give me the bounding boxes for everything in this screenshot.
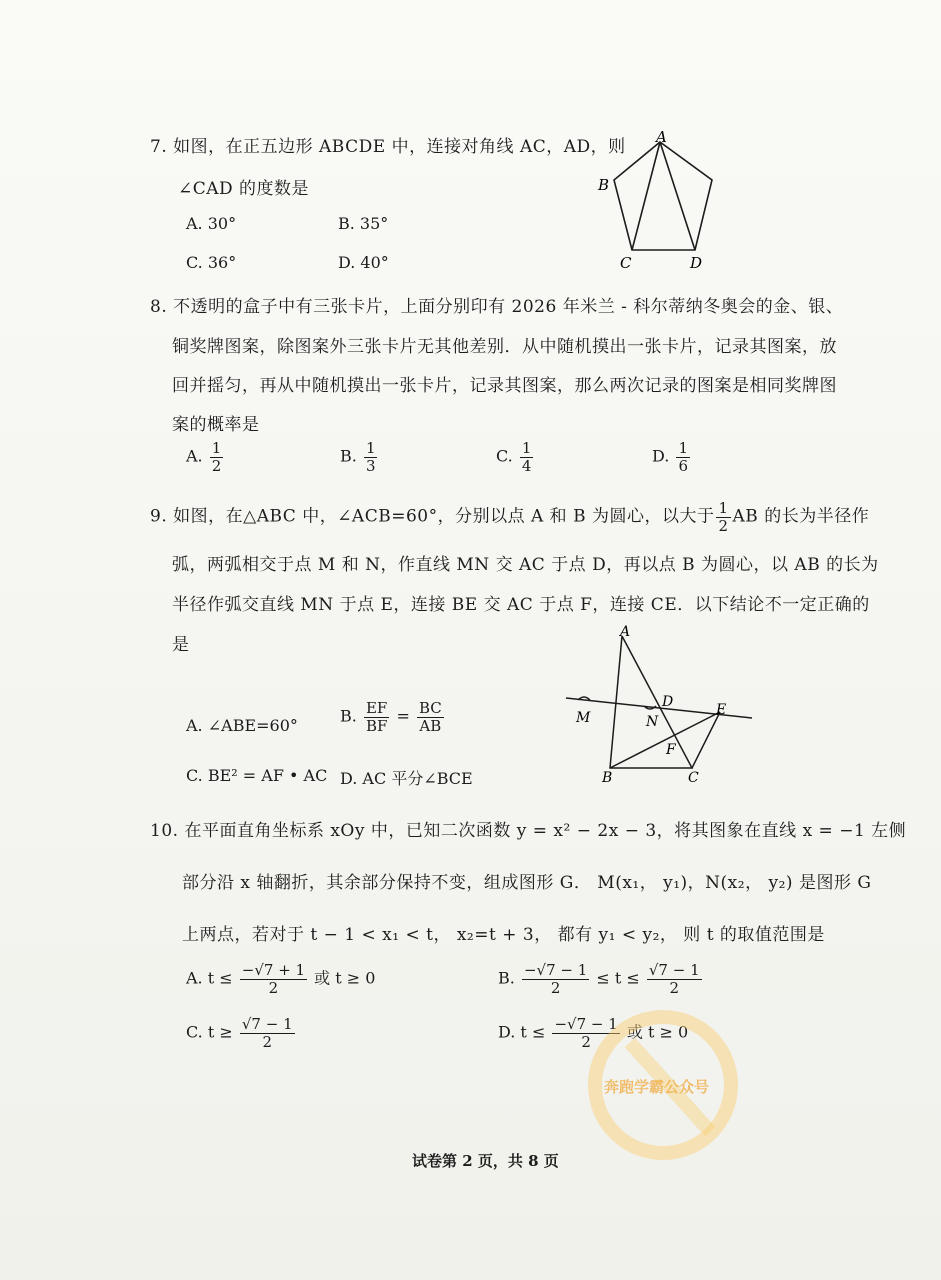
q7-option-a: A. 30°: [186, 214, 237, 233]
q10-option-c: C. t ≥ $\frac{√7 - 1}{2}$: [186, 1015, 293, 1051]
q7-option-d: D. 40°: [338, 253, 389, 272]
q8-option-b-fraction: $\frac{1}{3}$: [365, 439, 376, 475]
q10-option-b-fraction-1: $\frac{-√7 - 1}{2}$: [523, 961, 588, 997]
q9-label-b: B: [602, 770, 613, 786]
q10-line1: 10. 在平面直角坐标系 xOy 中，已知二次函数 y = x² − 2x − 3，将其图象在直线 x = −1 左侧: [150, 821, 907, 841]
q9-option-d: D. AC 平分∠BCE: [340, 769, 473, 788]
q8-option-a: A. $\frac{1}{2}$: [186, 439, 222, 475]
watermark-text: 奔跑学霸公众号: [604, 1078, 710, 1096]
q7-label-c: C: [620, 254, 632, 272]
q10-option-b-fraction-2: $\frac{√7 - 1}{2}$: [648, 961, 700, 997]
q9-option-b: B. $\frac{EF}{BF}$ = $\frac{BC}{AB}$: [340, 699, 442, 735]
q8-option-d: D. $\frac{1}{6}$: [652, 439, 688, 475]
q10-line2: 部分沿 x 轴翻折，其余部分保持不变，组成图形 G． M(x₁， y₁)，N(x₂， y₂) 是图形 G: [182, 873, 872, 893]
q9-line2: 弧，两弧相交于点 M 和 N，作直线 MN 交 AC 于点 D，再以点 B 为圆心，以 AB 的长为: [172, 555, 879, 575]
q10-option-b: B. $\frac{-√7 - 1}{2}$ ≤ t ≤ $\frac{√7 - 1}{2}$: [498, 961, 700, 997]
q9-option-b-fraction-2: $\frac{BC}{AB}$: [418, 699, 442, 735]
q10-option-a-fraction: $\frac{-√7 + 1}{2}$: [241, 961, 306, 997]
q8-line4: 案的概率是: [172, 415, 260, 435]
q9-label-e: E: [716, 702, 727, 718]
q8-option-c-fraction: $\frac{1}{4}$: [521, 439, 532, 475]
q8-option-d-fraction: $\frac{1}{6}$: [678, 439, 688, 475]
q9-line3: 半径作弧交直线 MN 于点 E，连接 BE 交 AC 于点 F，连接 CE．以下结论不一定正确的: [172, 595, 870, 615]
q9-option-c: C. BE² = AF • AC: [186, 766, 328, 785]
q9-line1: 9. 如图，在△ABC 中，∠ACB=60°，分别以点 A 和 B 为圆心，以大于 $\frac{1}{2}$ AB 的长为半径作: [150, 499, 870, 535]
q8-option-c: C. $\frac{1}{4}$: [496, 439, 532, 475]
q9-label-d: D: [662, 694, 674, 710]
q7-pentagon-figure: [590, 128, 740, 273]
q8-line3: 回并摇匀，再从中随机摸出一张卡片，记录其图案，那么两次记录的图案是相同奖牌图: [172, 376, 837, 396]
q9-triangle-figure: [560, 622, 760, 787]
q9-label-a: A: [620, 624, 631, 640]
page-footer: 试卷第 2 页，共 8 页: [412, 1152, 559, 1170]
q8-option-a-fraction: $\frac{1}{2}$: [211, 439, 222, 475]
q9-label-m: M: [576, 710, 591, 726]
q9-option-b-fraction-1: $\frac{EF}{BF}$: [365, 699, 388, 735]
q8-option-b: B. $\frac{1}{3}$: [340, 439, 376, 475]
q9-half-fraction: $\frac{1}{2}$: [718, 499, 729, 535]
q7-label-b: B: [598, 176, 610, 194]
q8-line1: 8. 不透明的盒子中有三张卡片，上面分别印有 2026 年米兰 - 科尔蒂纳冬奥会的金、银、: [150, 297, 844, 317]
q9-label-f: F: [666, 742, 676, 758]
q7-stem-line1: 7. 如图，在正五边形 ABCDE 中，连接对角线 AC，AD，则: [150, 137, 626, 157]
q9-option-a: A. ∠ABE=60°: [186, 716, 298, 735]
q7-stem-line2: ∠CAD 的度数是: [178, 179, 310, 199]
q7-label-a: A: [656, 128, 667, 146]
q10-option-c-fraction: $\frac{√7 - 1}{2}$: [241, 1015, 293, 1051]
q10-option-a: A. t ≤ $\frac{-√7 + 1}{2}$ 或 t ≥ 0: [186, 961, 376, 997]
q7-label-d: D: [690, 254, 703, 272]
q9-label-n: N: [646, 714, 659, 730]
q10-line3: 上两点，若对于 t − 1 < x₁ < t， x₂=t + 3， 都有 y₁ < y₂， 则 t 的取值范围是: [182, 925, 825, 945]
q9-line4: 是: [172, 635, 190, 655]
q7-option-b: B. 35°: [338, 214, 389, 233]
q10-option-d-fraction: $\frac{-√7 - 1}{2}$: [554, 1015, 618, 1051]
q8-line2: 铜奖牌图案，除图案外三张卡片无其他差别．从中随机摸出一张卡片，记录其图案，放: [172, 337, 837, 357]
q9-label-c: C: [688, 770, 699, 786]
q7-option-c: C. 36°: [186, 253, 237, 272]
q10-option-d: D. t ≤ $\frac{-√7 - 1}{2}$ 或 t ≥ 0: [498, 1015, 689, 1051]
